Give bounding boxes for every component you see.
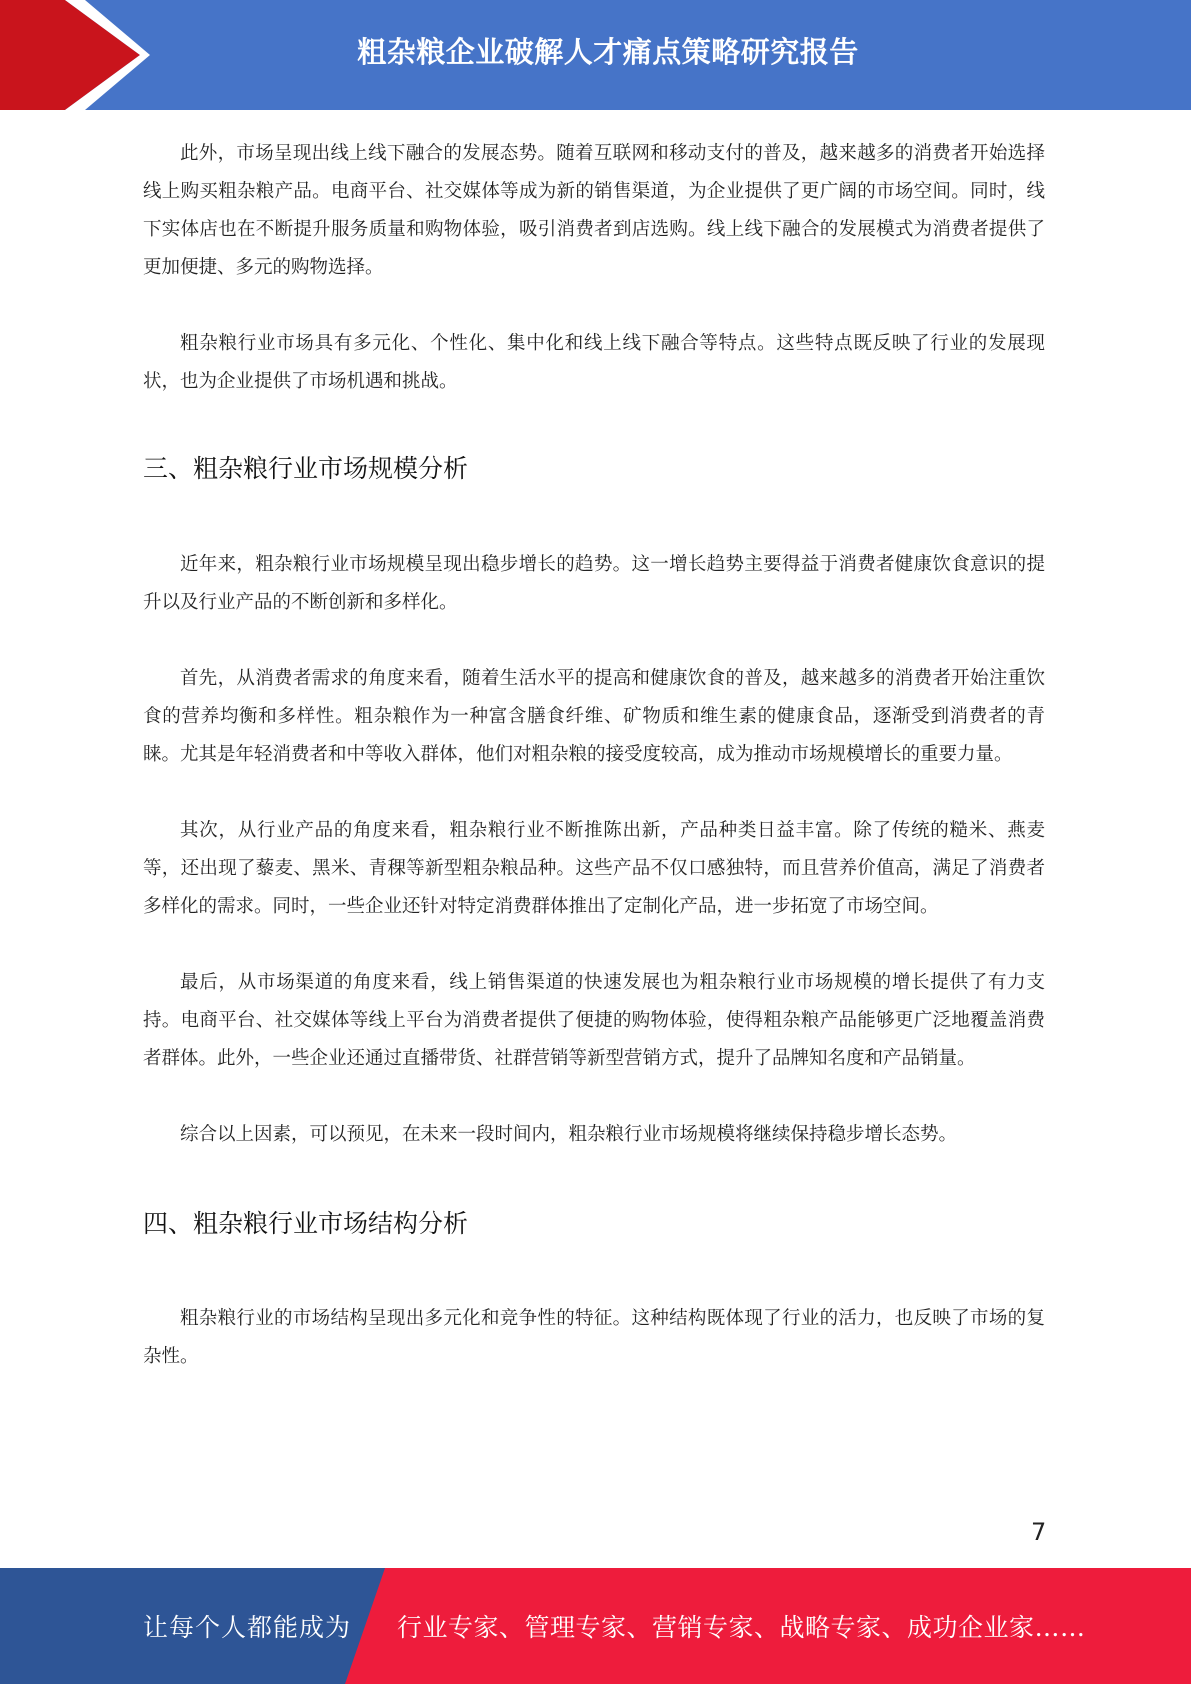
footer-slogan-left: 让每个人都能成为 bbox=[143, 1613, 352, 1642]
page-header bbox=[0, 0, 1191, 110]
footer-slogan-right: 行业专家、管理专家、营销专家、战略专家、成功企业家…… bbox=[397, 1613, 1086, 1642]
page-number: 7 bbox=[1031, 1518, 1047, 1546]
paragraph: 近年来，粗杂粮行业市场规模呈现出稳步增长的趋势。这一增长趋势主要得益于消费者健康饮食意识的提升以及行业产品的不断创新和多样化。 bbox=[143, 554, 1045, 613]
paragraph: 粗杂粮行业市场具有多元化、个性化、集中化和线上线下融合等特点。这些特点既反映了行业的发展现状，也为企业提供了市场机遇和挑战。 bbox=[143, 333, 1045, 392]
page-footer bbox=[0, 1568, 1191, 1684]
header-title: 粗杂粮企业破解人才痛点策略研究报告 bbox=[357, 34, 859, 69]
section-heading: 四、粗杂粮行业市场结构分析 bbox=[143, 1209, 469, 1238]
paragraph: 粗杂粮行业的市场结构呈现出多元化和竞争性的特征。这种结构既体现了行业的活力，也反映了市场的复杂性。 bbox=[143, 1308, 1045, 1367]
paragraph: 首先，从消费者需求的角度来看，随着生活水平的提高和健康饮食的普及，越来越多的消费者开始注重饮食的营养均衡和多样性。粗杂粮作为一种富含膳食纤维、矿物质和维生素的健康食品，逐渐受到消费者的青睐。尤其是年轻消费者和中等收入群体，他们对粗杂粮的接受度较高，成为推动市场规模增长的重要力量。 bbox=[143, 668, 1045, 765]
paragraph: 最后，从市场渠道的角度来看，线上销售渠道的快速发展也为粗杂粮行业市场规模的增长提供了有力支持。电商平台、社交媒体等线上平台为消费者提供了便捷的购物体验，使得粗杂粮产品能够更广泛地覆盖消费者群体。此外，一些企业还通过直播带货、社群营销等新型营销方式，提升了品牌知名度和产品销量。 bbox=[143, 972, 1045, 1069]
paragraph: 此外，市场呈现出线上线下融合的发展态势。随着互联网和移动支付的普及，越来越多的消费者开始选择线上购买粗杂粮产品。电商平台、社交媒体等成为新的销售渠道，为企业提供了更广阔的市场空间。同时，线下实体店也在不断提升服务质量和购物体验，吸引消费者到店选购。线上线下融合的发展模式为消费者提供了更加便捷、多元的购物选择。 bbox=[143, 143, 1045, 278]
paragraph: 其次，从行业产品的角度来看，粗杂粮行业不断推陈出新，产品种类日益丰富。除了传统的糙米、燕麦等，还出现了藜麦、黑米、青稞等新型粗杂粮品种。这些产品不仅口感独特，而且营养价值高，满足了消费者多样化的需求。同时，一些企业还针对特定消费群体推出了定制化产品，进一步拓宽了市场空间。 bbox=[143, 820, 1045, 917]
section-heading: 三、粗杂粮行业市场规模分析 bbox=[143, 454, 469, 483]
paragraph: 综合以上因素，可以预见，在未来一段时间内，粗杂粮行业市场规模将继续保持稳步增长态势。 bbox=[180, 1124, 958, 1145]
document-body bbox=[143, 135, 1045, 1376]
